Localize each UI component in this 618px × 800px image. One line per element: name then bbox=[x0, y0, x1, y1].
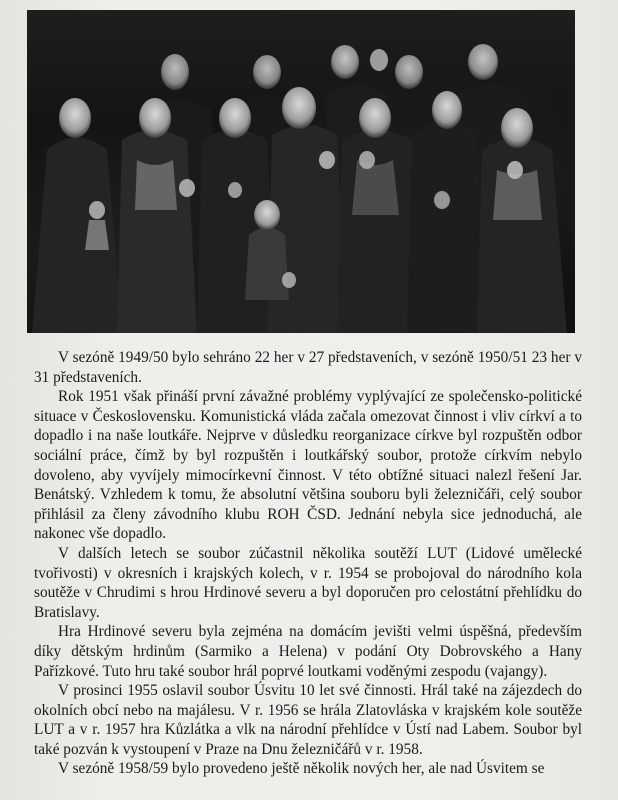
paragraph-1951-problems: Rok 1951 však přináší první závažné problémy vyplývající ze společensko-politické situace v Československu. Komunistická vláda začala omezovat činnost i vliv církví a to dopadlo i na naše loutkáře. Nejprve v důsledku reorganizace církve byl rozpuštěn odbor sociální práce, čímž by byl rozpuštěn i loutkářský soubor, protože církvím nebylo dovoleno, aby vyvíjely mimocírkevní činnost. V této obtížné situaci nalezl řešení Jar. Benátský. Vzhledem k tomu, že absolutní většina souboru byli železničáři, celý soubor přihlásil za členy závodního klubu ROH ČSD. Jednání nebyla sice jednoduchá, ale nakonec vše dopadlo. bbox=[34, 388, 582, 543]
paragraph-season-1958-59: V sezóně 1958/59 bylo provedeno ještě několik nových her, ale nad Úsvitem se bbox=[58, 760, 545, 778]
group-photo bbox=[27, 10, 575, 333]
paragraph-1955-anniversary: V prosinci 1955 oslavil soubor Úsvitu 10 let své činnosti. Hrál také na zájezdech do okolních obcí nebo na majálesu. V r. 1956 se hrála Zlatovláska v krajském kole soutěže LUT a v r. 1957 hra Kůzlátka a vlk na národní přehlídce v Ústí nad Labem. Soubor byl také pozván k vystoupení v Praze na Dnu železničářů v r. 1958. bbox=[34, 682, 582, 758]
paragraph-seasons-1949-1951: V sezóně 1949/50 bylo sehráno 22 her v 27 představeních, v sezóně 1950/51 23 her v 31 představeních. bbox=[34, 349, 582, 386]
group-photo-figures bbox=[27, 10, 575, 333]
paragraph-lut-competitions: V dalších letech se soubor zúčastnil několika soutěží LUT (Lidové umělecké tvořivosti) v okresních i krajských kolech, v r. 1954 se probojoval do národního kola soutěže v Chrudimi s hrou Hrdinové severu a byl doporučen pro celostátní přehlídku do Bratislavy. bbox=[34, 544, 582, 621]
body-text bbox=[34, 348, 582, 779]
paragraph-hrdinove-severu: Hra Hrdinové severu byla zejména na domácím jevišti velmi úspěšná, především díky dětským hrdinům (Sarmiko a Helena) v podání Oty Dobrovského a Hany Pařízkové. Tuto hru také soubor hrál poprvé loutkami voděnými zespodu (vajangy). bbox=[34, 623, 582, 680]
